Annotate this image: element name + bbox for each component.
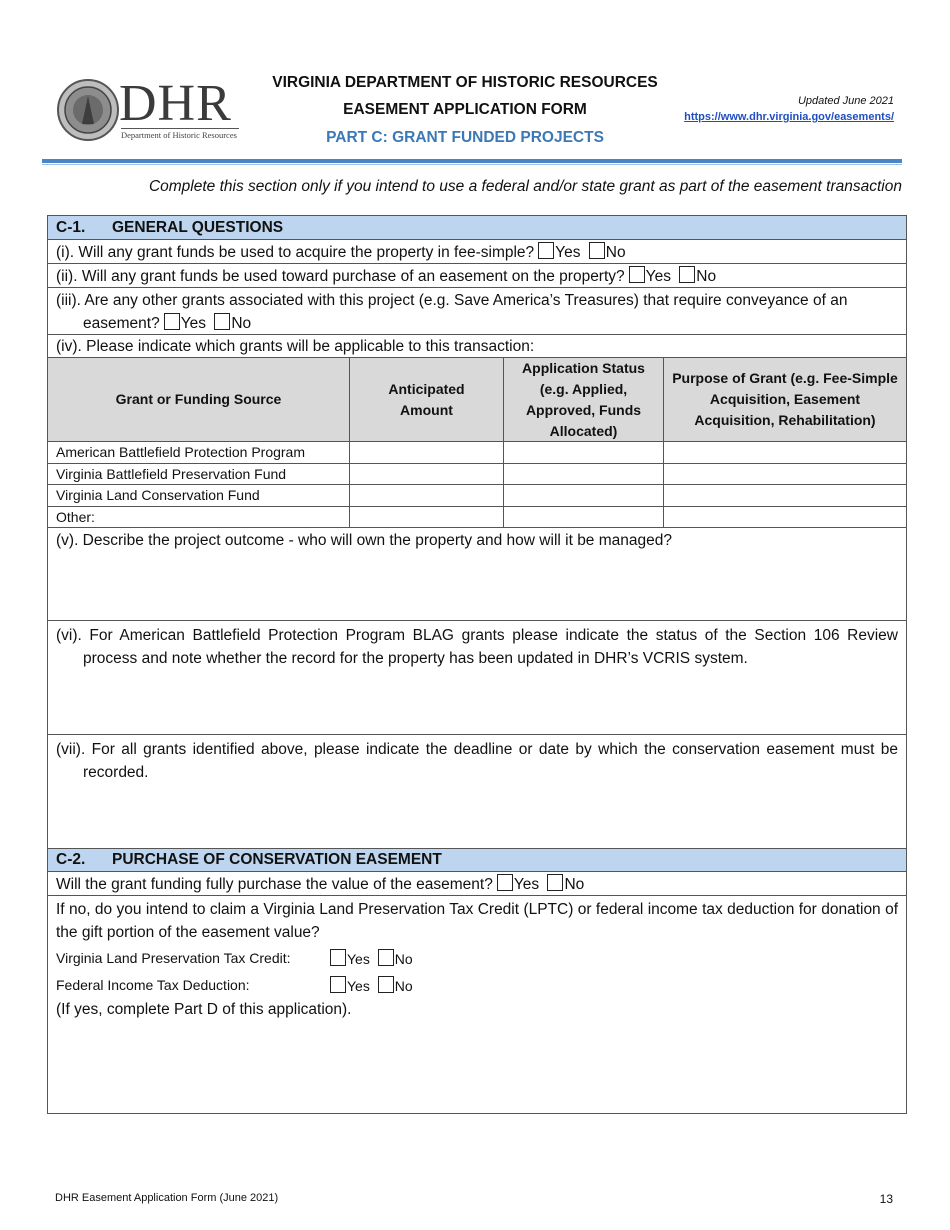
status-input-vlcf[interactable] [504, 485, 664, 507]
status-input-other[interactable] [504, 507, 664, 528]
section-c2-header [48, 849, 906, 872]
lptc-no-label: No [394, 951, 413, 967]
purpose-input-other[interactable] [664, 507, 906, 528]
section-c2-code: C-2. [56, 851, 86, 868]
col-header-source: Grant or Funding Source [48, 358, 350, 442]
lptc-yes-label: Yes [347, 951, 370, 967]
lptc-yes-checkbox[interactable] [330, 949, 346, 966]
question-vi-row[interactable] [48, 621, 906, 735]
c2-question-1-text: Will the grant funding fully purchase the value of the easement? [56, 876, 493, 893]
question-iv-text: (iv). Please indicate which grants will be applicable to this transaction: [56, 338, 535, 355]
status-input-vbpf[interactable] [504, 464, 664, 485]
table-row-source: Virginia Land Conservation Fund [48, 485, 350, 507]
fed-yes-label: Yes [347, 978, 370, 994]
grants-table [48, 358, 906, 528]
c2-question-2-block [48, 896, 906, 1113]
q-iii-no-label: No [231, 315, 252, 332]
table-row-source: Virginia Battlefield Preservation Fund [48, 464, 350, 485]
section-c1-header [48, 216, 906, 240]
question-vi-text: (vi). For American Battlefield Protection Program BLAG grants please indicate the status of the Section 106 Review process and note whether the record for the property has been updated in DHR’s VCRIS system. [56, 627, 898, 667]
question-iii-text: (iii). Are any other grants associated with this project (e.g. Save America’s Treasures) that require conveyance of an easement? [56, 292, 848, 332]
col-header-status: Application Status (e.g. Applied, Approved, Funds Allocated) [504, 358, 664, 442]
part-title: PART C: GRANT FUNDED PROJECTS [326, 129, 604, 146]
q-i-no-checkbox[interactable] [589, 242, 605, 259]
q-iii-yes-label: Yes [180, 315, 206, 332]
amount-input-vlcf[interactable] [350, 485, 504, 507]
question-i-row [48, 240, 906, 264]
q-i-no-label: No [605, 244, 626, 261]
easements-link[interactable]: https://www.dhr.virginia.gov/easements/ [684, 111, 894, 123]
fed-deduction-label: Federal Income Tax Deduction: [56, 977, 250, 993]
question-ii-row [48, 264, 906, 288]
part-d-note: (If yes, complete Part D of this application). [56, 1001, 352, 1018]
purpose-input-vbpf[interactable] [664, 464, 906, 485]
c2-q1-yes-checkbox[interactable] [497, 874, 513, 891]
fed-yes-checkbox[interactable] [330, 976, 346, 993]
c2-q1-no-label: No [564, 876, 585, 893]
q-ii-yes-checkbox[interactable] [629, 266, 645, 283]
question-vii-text: (vii). For all grants identified above, please indicate the deadline or date by which the conservation easement must be recorded. [56, 741, 898, 781]
amount-input-vbpf[interactable] [350, 464, 504, 485]
question-v-text: (v). Describe the project outcome - who will own the property and how will it be managed? [56, 532, 672, 549]
purpose-input-vlcf[interactable] [664, 485, 906, 507]
question-ii-text: (ii). Will any grant funds be used toward purchase of an easement on the property? [56, 268, 625, 285]
agency-title: VIRGINIA DEPARTMENT OF HISTORIC RESOURCES [272, 74, 658, 91]
updated-date: Updated June 2021 [797, 95, 894, 107]
status-input-abpp[interactable] [504, 442, 664, 464]
question-v-row[interactable] [48, 528, 906, 621]
table-row-source: American Battlefield Protection Program [48, 442, 350, 464]
section-c1-title: GENERAL QUESTIONS [112, 219, 284, 236]
question-iii-row [48, 288, 906, 335]
logo-subtext: Department of Historic Resources [121, 128, 239, 140]
q-ii-no-checkbox[interactable] [679, 266, 695, 283]
lptc-label: Virginia Land Preservation Tax Credit: [56, 950, 291, 966]
c2-question-1-row [48, 872, 906, 896]
col-header-purpose: Purpose of Grant (e.g. Fee-Simple Acquisition, Easement Acquisition, Rehabilitation) [664, 358, 906, 442]
q-i-yes-checkbox[interactable] [538, 242, 554, 259]
q-iii-yes-checkbox[interactable] [164, 313, 180, 330]
header-divider-thin [42, 164, 902, 165]
col-header-amount: Anticipated Amount [350, 358, 504, 442]
q-iii-no-checkbox[interactable] [214, 313, 230, 330]
question-i-text: (i). Will any grant funds be used to acquire the property in fee-simple? [56, 244, 535, 261]
intro-instruction: Complete this section only if you intend to use a federal and/or state grant as part of the easement transaction [148, 178, 902, 195]
question-iv-row [48, 335, 906, 358]
question-vii-row[interactable] [48, 735, 906, 849]
q-ii-no-label: No [696, 268, 717, 285]
table-row-source: Other: [48, 507, 350, 528]
lptc-no-checkbox[interactable] [378, 949, 394, 966]
c2-q1-yes-label: Yes [513, 876, 540, 893]
header-divider [42, 159, 902, 163]
fed-no-label: No [394, 978, 413, 994]
fed-no-checkbox[interactable] [378, 976, 394, 993]
q-ii-yes-label: Yes [645, 268, 671, 285]
purpose-input-abpp[interactable] [664, 442, 906, 464]
grant-form [47, 215, 907, 1114]
c2-q1-no-checkbox[interactable] [547, 874, 563, 891]
dhr-logo [55, 75, 240, 142]
form-title: EASEMENT APPLICATION FORM [343, 101, 587, 118]
amount-input-abpp[interactable] [350, 442, 504, 464]
c2-question-2-text: If no, do you intend to claim a Virginia Land Preservation Tax Credit (LPTC) or federal income tax deduction for donation of the gift portion of the easement value? [56, 901, 898, 941]
amount-input-other[interactable] [350, 507, 504, 528]
section-c2-title: PURCHASE OF CONSERVATION EASEMENT [112, 851, 442, 868]
q-i-yes-label: Yes [555, 244, 581, 261]
logo-wordmark: DHR [119, 75, 232, 132]
footer-form-name: DHR Easement Application Form (June 2021) [55, 1192, 279, 1204]
section-c1-code: C-1. [56, 219, 86, 236]
page-number: 13 [879, 1192, 893, 1206]
